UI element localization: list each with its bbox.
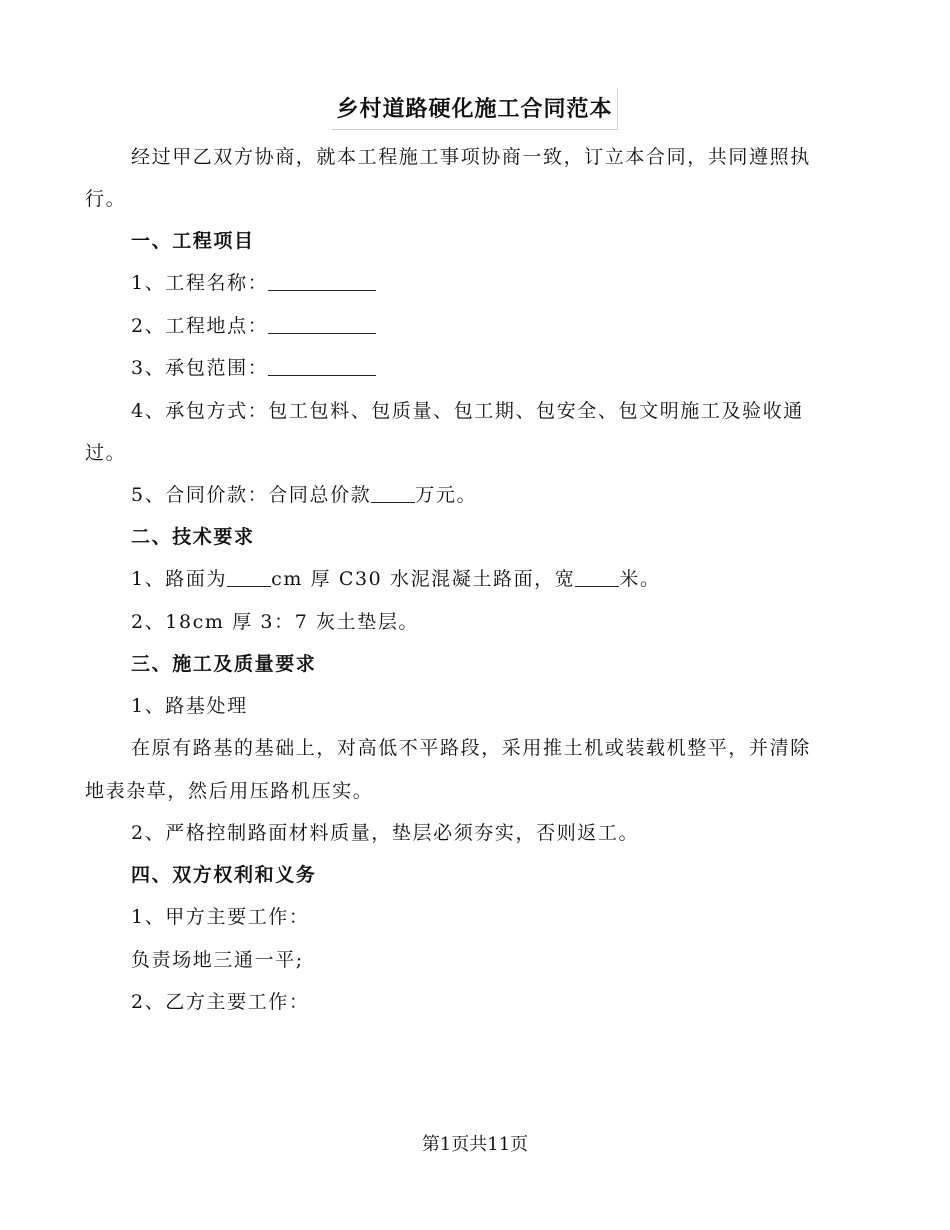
title-container (0, 88, 950, 130)
party-b-work-item: 2、乙方主要工作： (131, 991, 310, 1013)
roadbed-treatment-item: 1、路基处理 (131, 695, 248, 717)
party-a-work-text: 负责场地三通一平; (131, 949, 304, 971)
project-location-row (131, 313, 376, 339)
contract-scope-blank (268, 357, 376, 376)
contract-price-suffix: 万元。 (415, 484, 478, 506)
intro-line-1: 经过甲乙双方协商，就本工程施工事项协商一致，订立本合同，共同遵照执 (131, 146, 811, 168)
pavement-thickness-blank (227, 568, 271, 587)
pavement-spec-suffix: 米。 (619, 568, 661, 590)
section-1-heading: 一、工程项目 (131, 230, 255, 252)
contract-scope-row (131, 355, 376, 381)
project-location-label: 2、工程地点： (131, 315, 269, 337)
intro-line-2: 行。 (85, 188, 127, 210)
project-location-blank (268, 315, 376, 334)
section-4-heading: 四、双方权利和义务 (131, 864, 317, 886)
contract-scope-label: 3、承包范围： (131, 357, 269, 379)
contract-price-row (131, 482, 477, 508)
document-title: 乡村道路硬化施工合同范本 (332, 88, 617, 130)
contract-price-blank (371, 484, 415, 503)
project-name-blank (268, 272, 376, 291)
project-name-label: 1、工程名称： (131, 272, 269, 294)
pavement-spec-row (131, 566, 661, 592)
contract-price-prefix: 5、合同价款：合同总价款 (131, 484, 372, 506)
party-a-work-item: 1、甲方主要工作： (131, 906, 310, 928)
roadbed-paragraph-line-1: 在原有路基的基础上，对高低不平路段，采用推土机或装载机整平，并清除 (131, 737, 811, 759)
section-2-heading: 二、技术要求 (131, 526, 255, 548)
pavement-spec-mid: cm 厚 C30 水泥混凝土路面，宽 (271, 568, 576, 590)
project-name-row (131, 270, 376, 296)
pavement-width-blank (575, 568, 619, 587)
pavement-spec-prefix: 1、路面为 (131, 568, 228, 590)
material-quality-item: 2、严格控制路面材料质量，垫层必须夯实，否则返工。 (131, 822, 640, 844)
contract-method-line-1: 4、承包方式：包工包料、包质量、包工期、包安全、包文明施工及验收通 (131, 400, 804, 422)
page-number-footer: 第1页共11页 (421, 1134, 529, 1155)
roadbed-paragraph-line-2: 地表杂草，然后用压路机压实。 (85, 780, 374, 802)
contract-method-line-2: 过。 (85, 442, 127, 464)
section-3-heading: 三、施工及质量要求 (131, 653, 317, 675)
cushion-layer-spec: 2、18cm 厚 3：7 灰土垫层。 (131, 611, 420, 633)
